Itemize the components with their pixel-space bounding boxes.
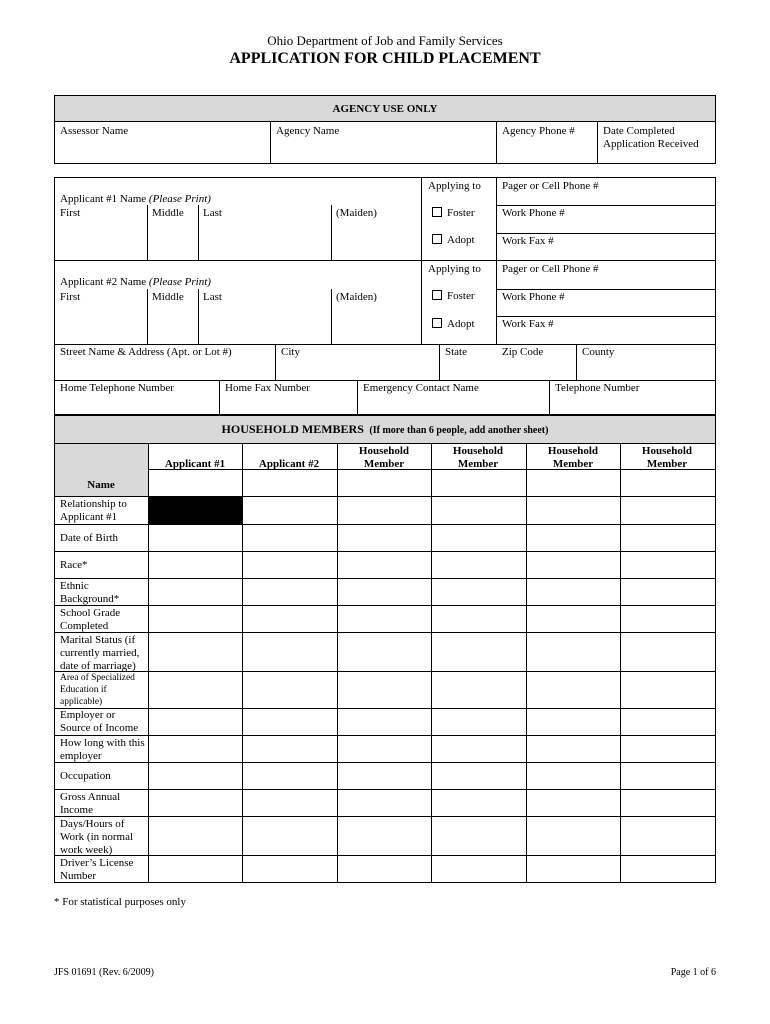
applicant1-work-phone-field[interactable]: Work Phone # — [502, 207, 565, 219]
applicant1-applying-to: Applying to — [428, 180, 481, 192]
dob-row-label: Date of Birth — [60, 532, 119, 544]
state-field[interactable]: State — [445, 346, 467, 358]
date-completed-field-line2: Application Received — [603, 138, 699, 150]
license-row-label: Driver’s License Number — [60, 857, 134, 882]
home-fax-field[interactable]: Home Fax Number — [225, 382, 310, 394]
applicant1-last-field[interactable]: Last — [203, 207, 222, 219]
applicant1-work-fax-field[interactable]: Work Fax # — [502, 235, 554, 247]
how-long-row-label: How long with this employer — [60, 737, 145, 762]
form-id: JFS 01691 (Rev. 6/2009) — [54, 967, 154, 978]
agency-name: Ohio Department of Job and Family Services — [267, 33, 503, 48]
applicant1-name-label: Applicant #1 Name (Please Print) — [60, 193, 211, 205]
applicant2-foster-label: Foster — [447, 290, 475, 302]
household-section — [54, 415, 716, 883]
applicant1-first-field[interactable]: First — [60, 207, 81, 219]
col-household-member-3: Household Member — [547, 445, 599, 470]
emergency-telephone-field[interactable]: Telephone Number — [555, 382, 640, 394]
footnote: * For statistical purposes only — [54, 896, 186, 908]
applicant2-applying-to: Applying to — [428, 263, 481, 275]
name-row-label: Name — [87, 479, 115, 491]
col-applicant-1: Applicant #1 — [164, 458, 226, 470]
applicant2-middle-field[interactable]: Middle — [152, 291, 184, 303]
city-field[interactable]: City — [281, 346, 300, 358]
applicant2-foster-checkbox[interactable] — [432, 290, 442, 300]
applicant2-first-field[interactable]: First — [60, 291, 81, 303]
relationship-applicant1-blocked-cell — [149, 497, 242, 524]
applicant2-last-field[interactable]: Last — [203, 291, 222, 303]
col-household-member-2: Household Member — [452, 445, 504, 470]
applicant1-foster-label: Foster — [447, 207, 475, 219]
applicant2-work-phone-field[interactable]: Work Phone # — [502, 291, 565, 303]
gross-income-row-label: Gross Annual Income — [60, 791, 121, 816]
applicant1-pager-field[interactable]: Pager or Cell Phone # — [502, 180, 599, 192]
assessor-name-field[interactable]: Assessor Name — [60, 125, 129, 137]
home-telephone-field[interactable]: Home Telephone Number — [60, 382, 174, 394]
ethnic-row-label: Ethnic Background* — [60, 580, 120, 605]
school-row-label: School Grade Completed — [60, 607, 121, 632]
applicant2-pager-field[interactable]: Pager or Cell Phone # — [502, 263, 599, 275]
county-field[interactable]: County — [582, 346, 615, 358]
employer-row-label: Employer or Source of Income — [60, 709, 139, 734]
occupation-row-label: Occupation — [60, 770, 111, 782]
street-address-field[interactable]: Street Name & Address (Apt. or Lot #) — [60, 346, 232, 358]
relationship-row-label: Relationship to Applicant #1 — [60, 498, 127, 523]
marital-row-label: Marital Status (if currently married, date of marriage) — [60, 634, 140, 672]
emergency-contact-field[interactable]: Emergency Contact Name — [363, 382, 479, 394]
applicant2-adopt-checkbox[interactable] — [432, 318, 442, 328]
page-number: Page 1 of 6 — [670, 967, 716, 978]
applicant2-name-label: Applicant #2 Name (Please Print) — [60, 276, 211, 288]
special-ed-row-label: Area of Specialized Education if applicable) — [60, 673, 135, 707]
applicant2-maiden-field[interactable]: (Maiden) — [336, 291, 377, 303]
applicant1-maiden-field[interactable]: (Maiden) — [336, 207, 377, 219]
applicant1-adopt-checkbox[interactable] — [432, 234, 442, 244]
days-hours-row-label: Days/Hours of Work (in normal work week) — [60, 818, 134, 856]
applicant1-foster-checkbox[interactable] — [432, 207, 442, 217]
col-applicant-2: Applicant #2 — [258, 458, 320, 470]
form-title: APPLICATION FOR CHILD PLACEMENT — [229, 50, 541, 67]
agency-name-field[interactable]: Agency Name — [276, 125, 340, 137]
agency-use-title: AGENCY USE ONLY — [332, 103, 438, 115]
applicant2-adopt-label: Adopt — [447, 318, 475, 330]
household-title: HOUSEHOLD MEMBERS (If more than 6 people, add another sheet) — [221, 422, 549, 436]
col-household-member-1: Household Member — [358, 445, 410, 470]
race-row-label: Race* — [60, 559, 88, 571]
col-household-member-4: Household Member — [641, 445, 693, 470]
applicant2-work-fax-field[interactable]: Work Fax # — [502, 318, 554, 330]
agency-phone-field[interactable]: Agency Phone # — [502, 125, 575, 137]
applicant1-adopt-label: Adopt — [447, 234, 475, 246]
zip-code-field[interactable]: Zip Code — [502, 346, 544, 358]
applicant1-middle-field[interactable]: Middle — [152, 207, 184, 219]
date-completed-field[interactable]: Date Completed — [603, 125, 675, 137]
